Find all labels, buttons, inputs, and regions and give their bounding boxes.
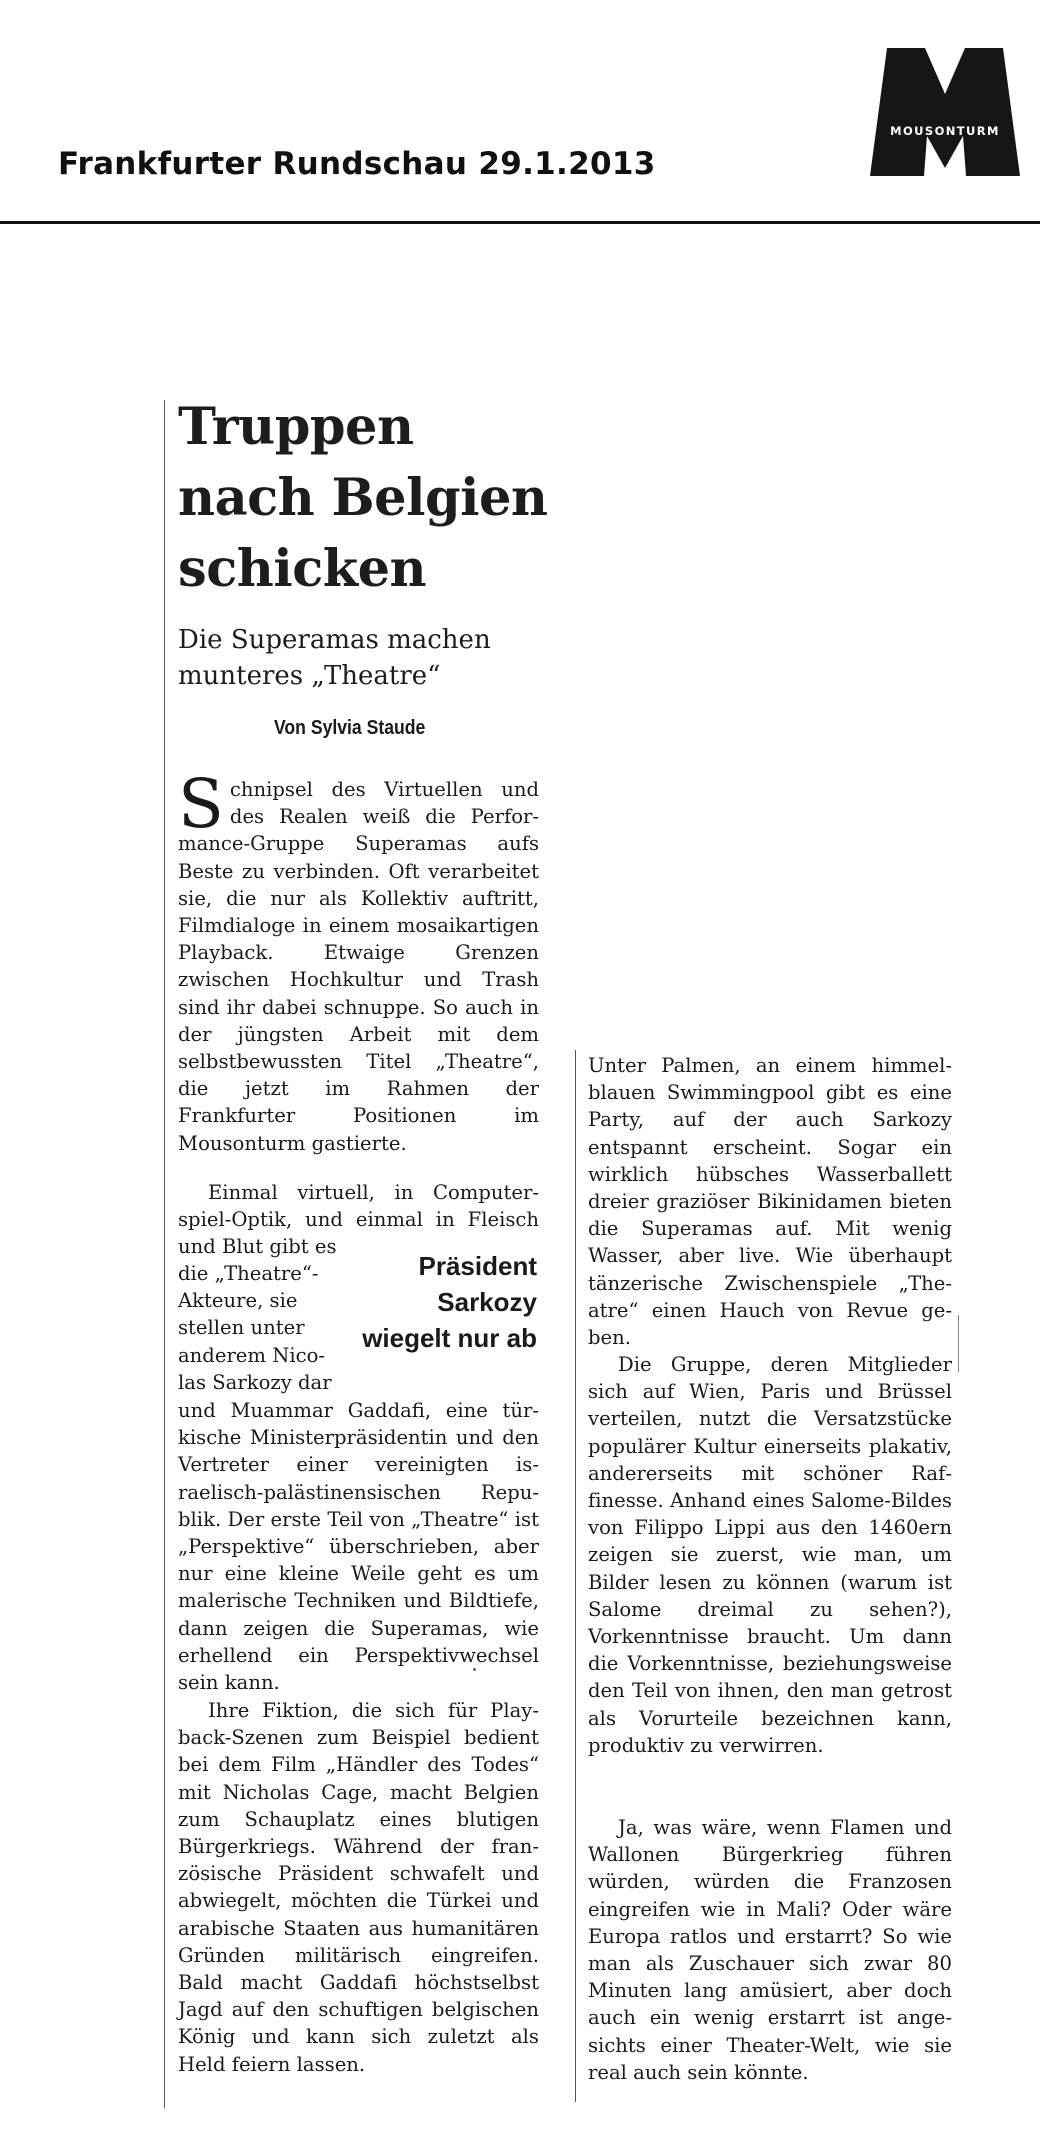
header-rule <box>0 221 1040 224</box>
letter-m-logo-icon <box>870 48 1020 176</box>
article-headline <box>178 392 578 605</box>
article-byline: Von Sylvia Staude <box>274 717 426 739</box>
masthead: Frankfurter Rundschau 29.1.2013 <box>58 146 656 182</box>
paragraph-2-intro: Einmal virtuell, in Computerspiel-Optik, und einmal in Fleisch und Blut gibt es <box>178 1181 539 1259</box>
drop-cap: S <box>178 765 224 843</box>
paragraph-2-continued: und Muammar Gaddafi, eine türkische Ministerpräsidentin und den Vertreter einer vereinigten israelisch-palästinensischen Republik. Der erste Teil von „Theatre“ ist „Perspektive“ überschrieben, aber nur eine kleine Weile geht es um malerische Techniken und Bildtiefe, dann zeigen die Superamas, wie erhellend ein Perspektivwechsel sein kann. <box>178 1399 539 1695</box>
paragraph-5: Die Gruppe, deren Mitglieder sich auf Wien, Paris und Brüssel verteilen, nutzt die Versatzstücke populärer Kultur einerseits plakativ, andererseits mit schöner Raffinesse. Anhand eines Salome-Bildes von Filippo Lippi aus den 1460ern zeigen sie zuerst, wie man, um Bilder lesen zu können (warum ist Salome dreimal zu sehen?), Vorkenntnisse braucht. Um dann die Vorkenntnisse, beziehungsweise den Teil von ihnen, den man getrost als Vorurteile bezeichnen kann, produktiv zu verwirren. <box>588 1353 952 1757</box>
logo-text: MOUSONTURM <box>890 124 1000 138</box>
paragraph-1-text: chnipsel des Virtuellen und des Realen weiß die Performance-Gruppe Superamas aufs Beste zu verbinden. Oft verarbeitet sie, die nur als Kollektiv auftritt, Filmdialoge in einem mosaikartigen Playback. Etwaige Grenzen zwischen Hochkultur und Trash sind ihr dabei schnuppe. So auch in der jüngsten Arbeit mit dem selbstbewussten Titel „Theatre“, die jetzt im Rahmen der Frankfurter Positionen im Mousonturm gastierte. <box>178 778 539 1155</box>
speck <box>473 1668 476 1671</box>
pull-quote-line: Präsident <box>418 1251 537 1281</box>
subhead-line: Die Superamas machen <box>178 625 491 655</box>
subhead-line: munteres „Theatre“ <box>178 661 441 691</box>
paragraph-2-wrap: die „Theatre“-Akteure, sie stellen unter anderem Nicolas Sarkozy dar <box>178 1262 332 1394</box>
paragraph-6: Ja, was wäre, wenn Flamen und Wallonen Bürgerkrieg führen würden, würden die Franzosen eingreifen wie in Mali? Oder wäre Europa ratlos und erstarrt? So wie man als Zuschauer sich zwar 80 Minuten lang amüsiert, aber doch auch ein wenig erstarrt ist angesichts einer Theater-Welt, wie sie real auch sein könnte. <box>588 1816 952 2084</box>
headline-line: Truppen <box>178 397 414 457</box>
pull-quote-line: Sarkozy <box>437 1287 537 1317</box>
paragraph-1 <box>178 765 539 1157</box>
paragraph-4: Unter Palmen, an einem himmelblauen Swimmingpool gibt es eine Party, auf der auch Sarkozy entspannt erscheint. Sogar ein wirklich hübsches Wasserballett dreier graziöser Bikinidamen bieten die Superamas auf. Mit wenig Wasser, aber live. Wie überhaupt tänzerische Zwischenspiele „Theatre“ einen Hauch von Revue geben. <box>588 1054 952 1350</box>
right-column-rule <box>958 1315 959 1372</box>
left-column-rule <box>164 400 165 2108</box>
mousonturm-logo <box>870 48 1020 176</box>
pull-quote <box>352 1248 537 1356</box>
middle-column-rule <box>575 1050 576 2102</box>
headline-line: nach Belgien <box>178 468 548 528</box>
article-subhead <box>178 622 578 694</box>
headline-line: schicken <box>178 539 427 599</box>
pull-quote-line: wiegelt nur ab <box>362 1323 537 1353</box>
paragraph-3: Ihre Fiktion, die sich für Playback-Szenen zum Beispiel bedient bei dem Film „Händler des Todes“ mit Nicholas Cage, macht Belgien zum Schauplatz eines blutigen Bürgerkriegs. Während der französische Präsident schwafelt und abwiegelt, möchten die Türkei und arabische Staaten aus humanitären Gründen militärisch eingreifen. Bald macht Gaddafi höchstselbst Jagd auf den schuftigen belgischen König und kann sich zuletzt als Held feiern lassen. <box>178 1699 539 2076</box>
